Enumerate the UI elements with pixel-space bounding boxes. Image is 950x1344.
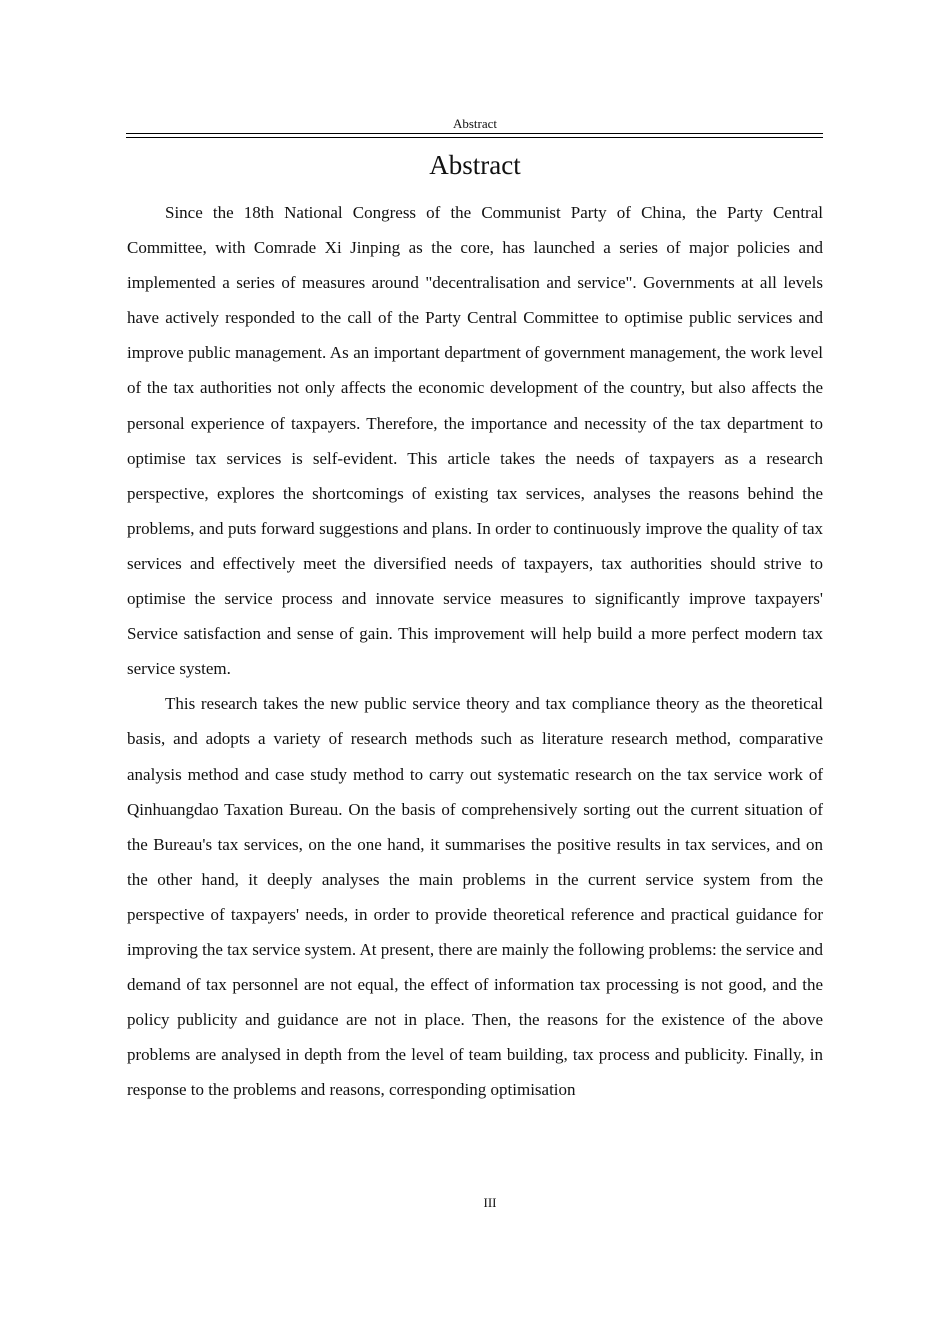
page-number: III (483, 1195, 497, 1210)
abstract-paragraph-1: Since the 18th National Congress of the Communist Party of China, the Party Central Committee, with Comrade Xi Jinping as the core, has launched a series of major policies and implemented a series of measures around "decentralisation and service". Governments at all levels have actively responded to the call of the Party Central Committee to optimise public services and improve public management. As an important department of government management, the work level of the tax authorities not only affects the economic development of the country, but also affects the personal experience of taxpayers. Therefore, the importance and necessity of the tax department to optimise tax services is self-evident. This article takes the needs of taxpayers as a research perspective, explores the shortcomings of existing tax services, analyses the reasons behind the problems, and puts forward suggestions and plans. In order to continuously improve the quality of tax services and effectively meet the diversified needs of taxpayers, tax authorities should strive to optimise the service process and innovate service measures to significantly improve taxpayers' Service satisfaction and sense of gain. This improvement will help build a more perfect modern tax service system. (127, 203, 823, 679)
abstract-body (127, 195, 823, 1107)
abstract-paragraph-2: This research takes the new public service theory and tax compliance theory as the theoretical basis, and adopts a variety of research methods such as literature research method, comparative analysis method and case study method to carry out systematic research on the tax service work of Qinhuangdao Taxation Bureau. On the basis of comprehensively sorting out the current situation of the Bureau's tax services, on the one hand, it summarises the positive results in tax services, and on the other hand, it deeply analyses the main problems in the current service system from the perspective of taxpayers' needs, in order to provide theoretical reference and practical guidance for improving the tax service system. At present, there are mainly the following problems: the service and demand of tax personnel are not equal, the effect of information tax processing is not good, and the policy publicity and guidance are not in place. Then, the reasons for the existence of the above problems are analysed in depth from the level of team building, tax process and publicity. Finally, in response to the problems and reasons, corresponding optimisation (127, 694, 823, 1100)
header-rule (126, 133, 823, 138)
page-title: Abstract (429, 150, 521, 180)
running-header: Abstract (452, 116, 498, 131)
